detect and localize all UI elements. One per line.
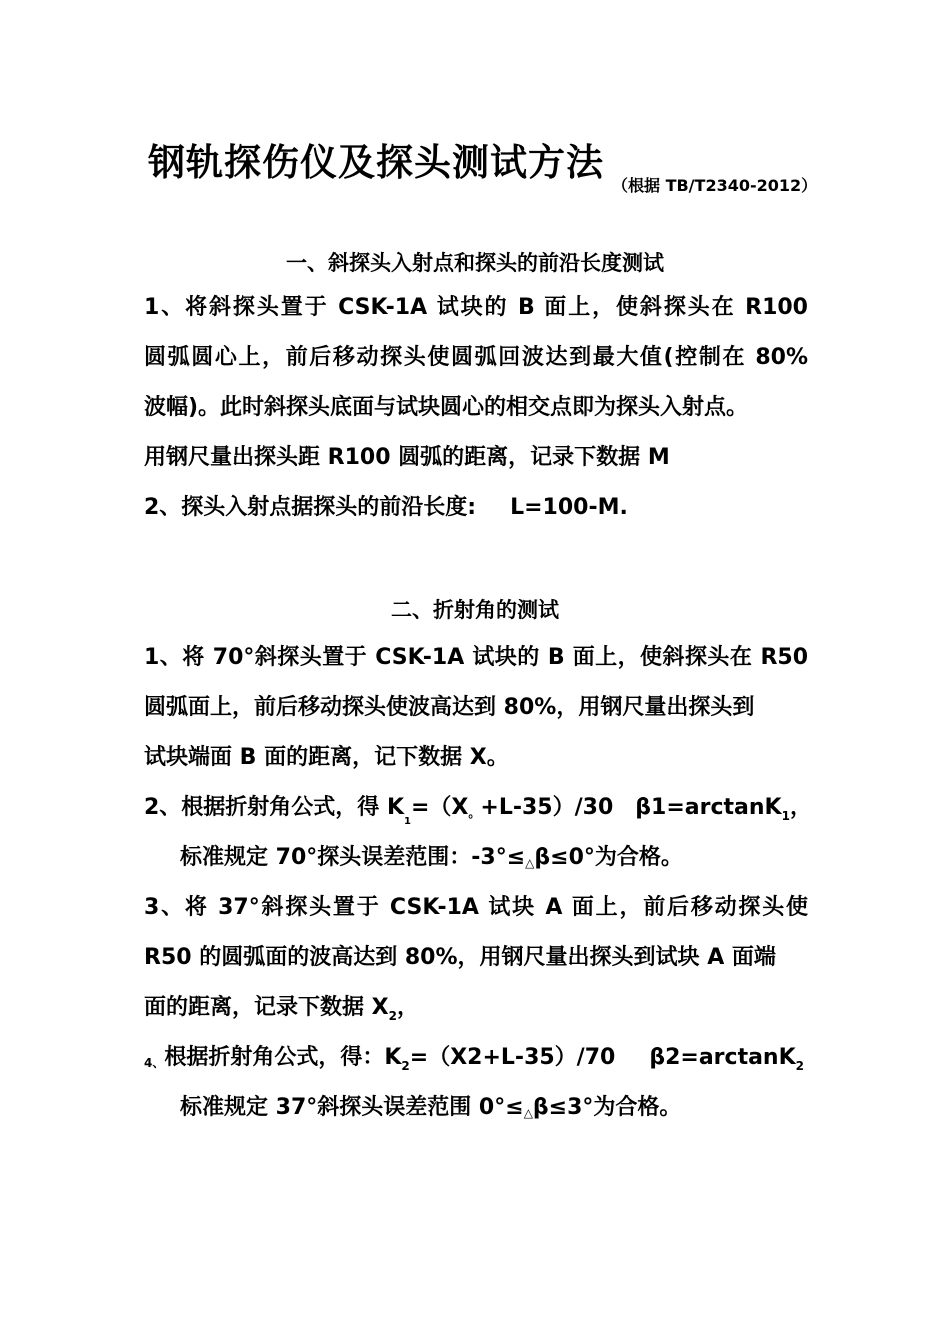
section-2-heading: 二、折射角的测试: [391, 598, 559, 622]
front-length-formula: L=100-M.: [510, 495, 628, 520]
item-3-comma: ，: [396, 995, 419, 1020]
section-2-item-3-line-1: 3、将 37°斜探头置于 CSK-1A 试块 A 面上，前后移动探头使: [144, 895, 808, 920]
formula-subscript: 1: [404, 816, 411, 827]
beta-subscript: 2: [795, 1059, 805, 1073]
standard-text: 标准规定 37°斜探头误差范围 0°≤: [180, 1095, 524, 1120]
delta-symbol: △: [523, 1106, 533, 1120]
section-2-item-2-formula: [144, 793, 812, 828]
item-2-text: 2、探头入射点据探头的前沿长度:: [144, 495, 477, 520]
section-1-line-3: 波幅)。此时斜探头底面与试块圆心的相交点即为探头入射点。: [144, 395, 749, 420]
section-2-item-3-line-2: R50 的圆弧面的波高达到 80%，用钢尺量出探头到试块 A 面端: [144, 945, 776, 970]
formula-text: =（X2+L-35）/70: [409, 1045, 616, 1070]
formula-text: 2、根据折射角公式，得 K: [144, 795, 405, 820]
section-1-line-4: 用钢尺量出探头距 R100 圆弧的距离，记录下数据 M: [144, 445, 670, 470]
section-2-item-4-standard: [180, 1093, 808, 1128]
beta-formula: β2=arctanK: [649, 1045, 796, 1070]
formula-subscript: 2: [401, 1059, 410, 1073]
section-2-item-2-standard: [180, 843, 808, 878]
formula-text: =（X: [410, 795, 469, 820]
section-1-line-2: 圆弧圆心上，前后移动探头使圆弧回波达到最大值(控制在 80%: [144, 345, 808, 370]
section-2-item-3-line-3: [144, 993, 808, 1023]
formula-comma: ，: [789, 795, 812, 820]
delta-symbol: △: [525, 856, 535, 870]
formula-mark: 。: [468, 806, 481, 820]
section-1-heading: 一、斜探头入射点和探头的前沿长度测试: [286, 251, 664, 275]
section-2-line-1: 1、将 70°斜探头置于 CSK-1A 试块的 B 面上，使斜探头在 R50: [144, 645, 808, 670]
standard-text: β≤0°为合格。: [534, 845, 683, 870]
item-4-number: 4、: [144, 1056, 165, 1070]
section-2-line-3: 试块端面 B 面的距离，记下数据 X。: [144, 745, 509, 770]
beta-subscript: 1: [781, 809, 790, 823]
formula-text: +L-35）/30: [480, 795, 614, 820]
document-title: 钢轨探伤仪及探头测试方法: [148, 141, 604, 184]
section-1-item-2: [144, 493, 808, 523]
standard-text: 标准规定 70°探头误差范围：-3°≤: [180, 845, 526, 870]
beta-formula: β1=arctanK: [635, 795, 782, 820]
formula-text: 根据折射角公式，得：K: [164, 1045, 402, 1070]
section-2-item-4-formula: [144, 1043, 808, 1078]
standard-text: β≤3°为合格。: [532, 1095, 682, 1120]
x-subscript: 2: [388, 1009, 397, 1023]
section-2-line-2: 圆弧面上，前后移动探头使波高达到 80%，用钢尺量出探头到: [144, 695, 755, 720]
standard-reference: （根据 TB/T2340-2012）: [612, 176, 818, 195]
item-3-text: 面的距离，记录下数据 X: [144, 995, 389, 1020]
section-1-line-1: 1、将斜探头置于 CSK-1A 试块的 B 面上，使斜探头在 R100: [144, 295, 808, 320]
